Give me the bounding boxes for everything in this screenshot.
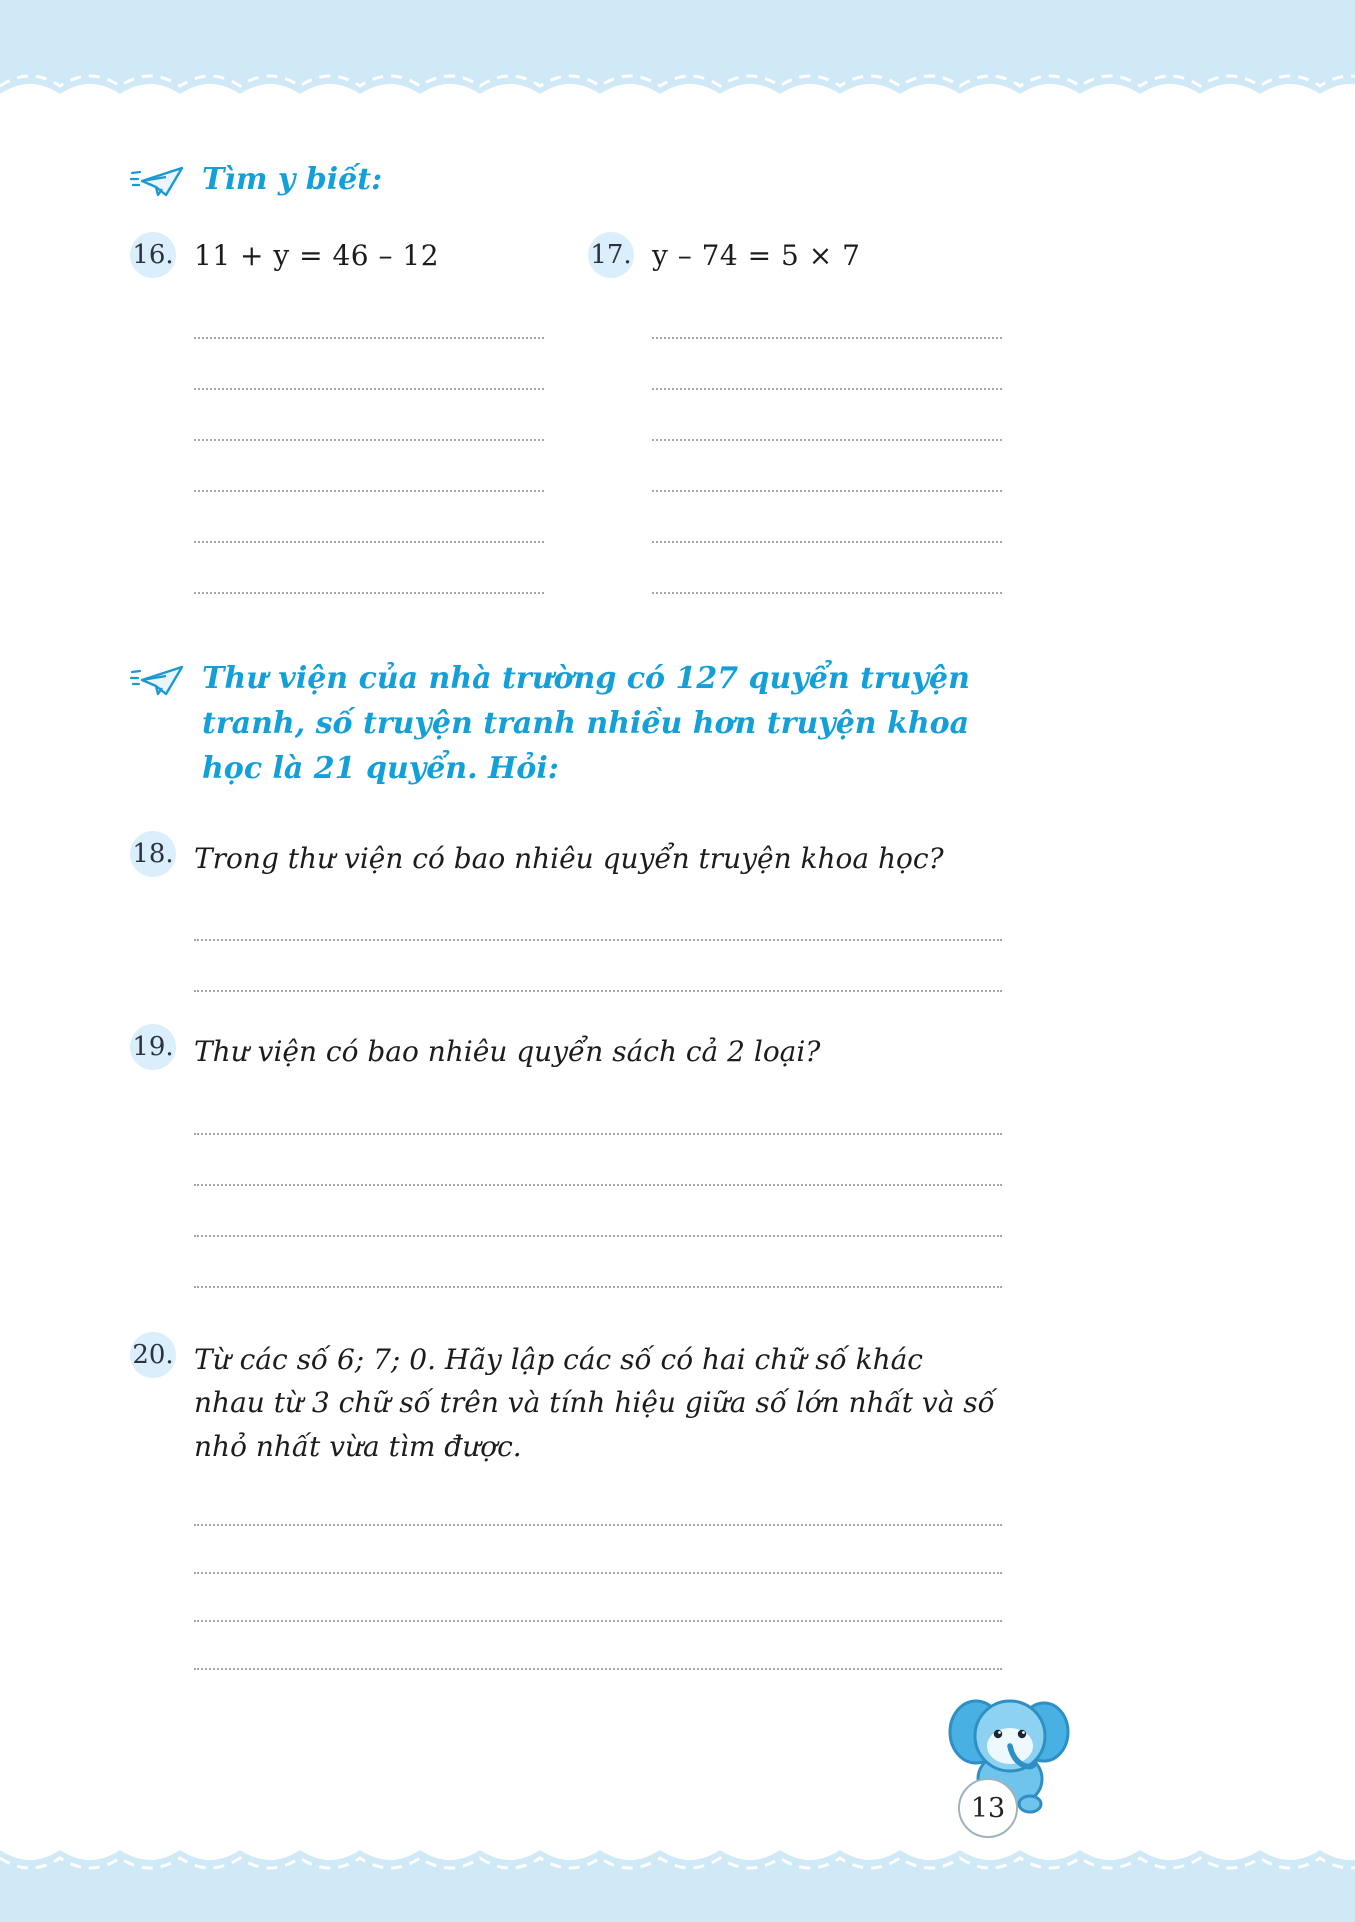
answer-line <box>194 1526 1002 1574</box>
answer-area-20 <box>194 1478 1002 1670</box>
answer-line <box>194 1135 1002 1186</box>
problem-16-column <box>130 234 544 594</box>
page-content <box>0 102 1002 1670</box>
problem-number-badge: 17. <box>588 232 634 278</box>
bottom-band <box>0 1874 1355 1922</box>
section-heading: Thư viện của nhà trường có 127 quyển truyện tranh, số truyện tranh nhiều hơn truyện khoa học là 21 quyển. Hỏi: <box>202 661 970 786</box>
answer-area-16 <box>194 288 544 594</box>
answer-line <box>194 543 544 594</box>
answer-line <box>194 1478 1002 1526</box>
answer-line <box>194 941 1002 992</box>
answer-line <box>652 441 1002 492</box>
answer-area-18 <box>194 890 1002 992</box>
answer-line <box>194 1237 1002 1288</box>
problem-expression: 11 + y = 46 – 12 <box>194 239 440 272</box>
paper-plane-icon <box>130 662 186 700</box>
bottom-wave <box>0 1842 1355 1874</box>
answer-line <box>194 1186 1002 1237</box>
answer-line <box>194 288 544 339</box>
problem-16 <box>130 234 544 278</box>
answer-line <box>652 339 1002 390</box>
answer-line <box>194 339 544 390</box>
answer-line <box>194 1622 1002 1670</box>
problem-number-badge: 20. <box>130 1332 176 1378</box>
top-wave <box>0 70 1355 102</box>
problem-question: Từ các số 6; 7; 0. Hãy lập các số có hai chữ số khác nhau từ 3 chữ số trên và tính hiệu giữa số lớn nhất và số nhỏ nhất vừa tìm được. <box>194 1342 995 1463</box>
problem-19 <box>130 1026 1002 1073</box>
problem-17 <box>588 234 1002 278</box>
answer-area-19 <box>194 1084 1002 1288</box>
problem-number-badge: 16. <box>130 232 176 278</box>
answer-line <box>652 288 1002 339</box>
section-find-y-heading <box>130 157 1002 202</box>
answer-line <box>194 890 1002 941</box>
section-heading: Tìm y biết: <box>202 162 383 197</box>
section-library-heading <box>130 656 1002 791</box>
problem-number-badge: 18. <box>130 831 176 877</box>
problem-question: Trong thư viện có bao nhiêu quyển truyện khoa học? <box>194 842 944 875</box>
paper-plane-icon <box>130 163 186 201</box>
answer-line <box>652 390 1002 441</box>
answer-line <box>194 390 544 441</box>
problem-expression: y – 74 = 5 × 7 <box>652 239 861 272</box>
answer-line <box>652 543 1002 594</box>
answer-line <box>652 492 1002 543</box>
answer-line <box>194 492 544 543</box>
answer-line <box>194 1084 1002 1135</box>
top-band <box>0 0 1355 70</box>
problem-17-column <box>588 234 1002 594</box>
answer-line <box>194 441 544 492</box>
problem-number-badge: 19. <box>130 1024 176 1070</box>
answer-area-17 <box>652 288 1002 594</box>
problems-16-17-row <box>130 234 1002 594</box>
problem-18 <box>130 833 1002 880</box>
page-number-badge: 13 <box>958 1778 1018 1838</box>
answer-line <box>194 1574 1002 1622</box>
problem-20 <box>130 1334 1002 1468</box>
problem-question: Thư viện có bao nhiêu quyển sách cả 2 loại? <box>194 1035 821 1069</box>
